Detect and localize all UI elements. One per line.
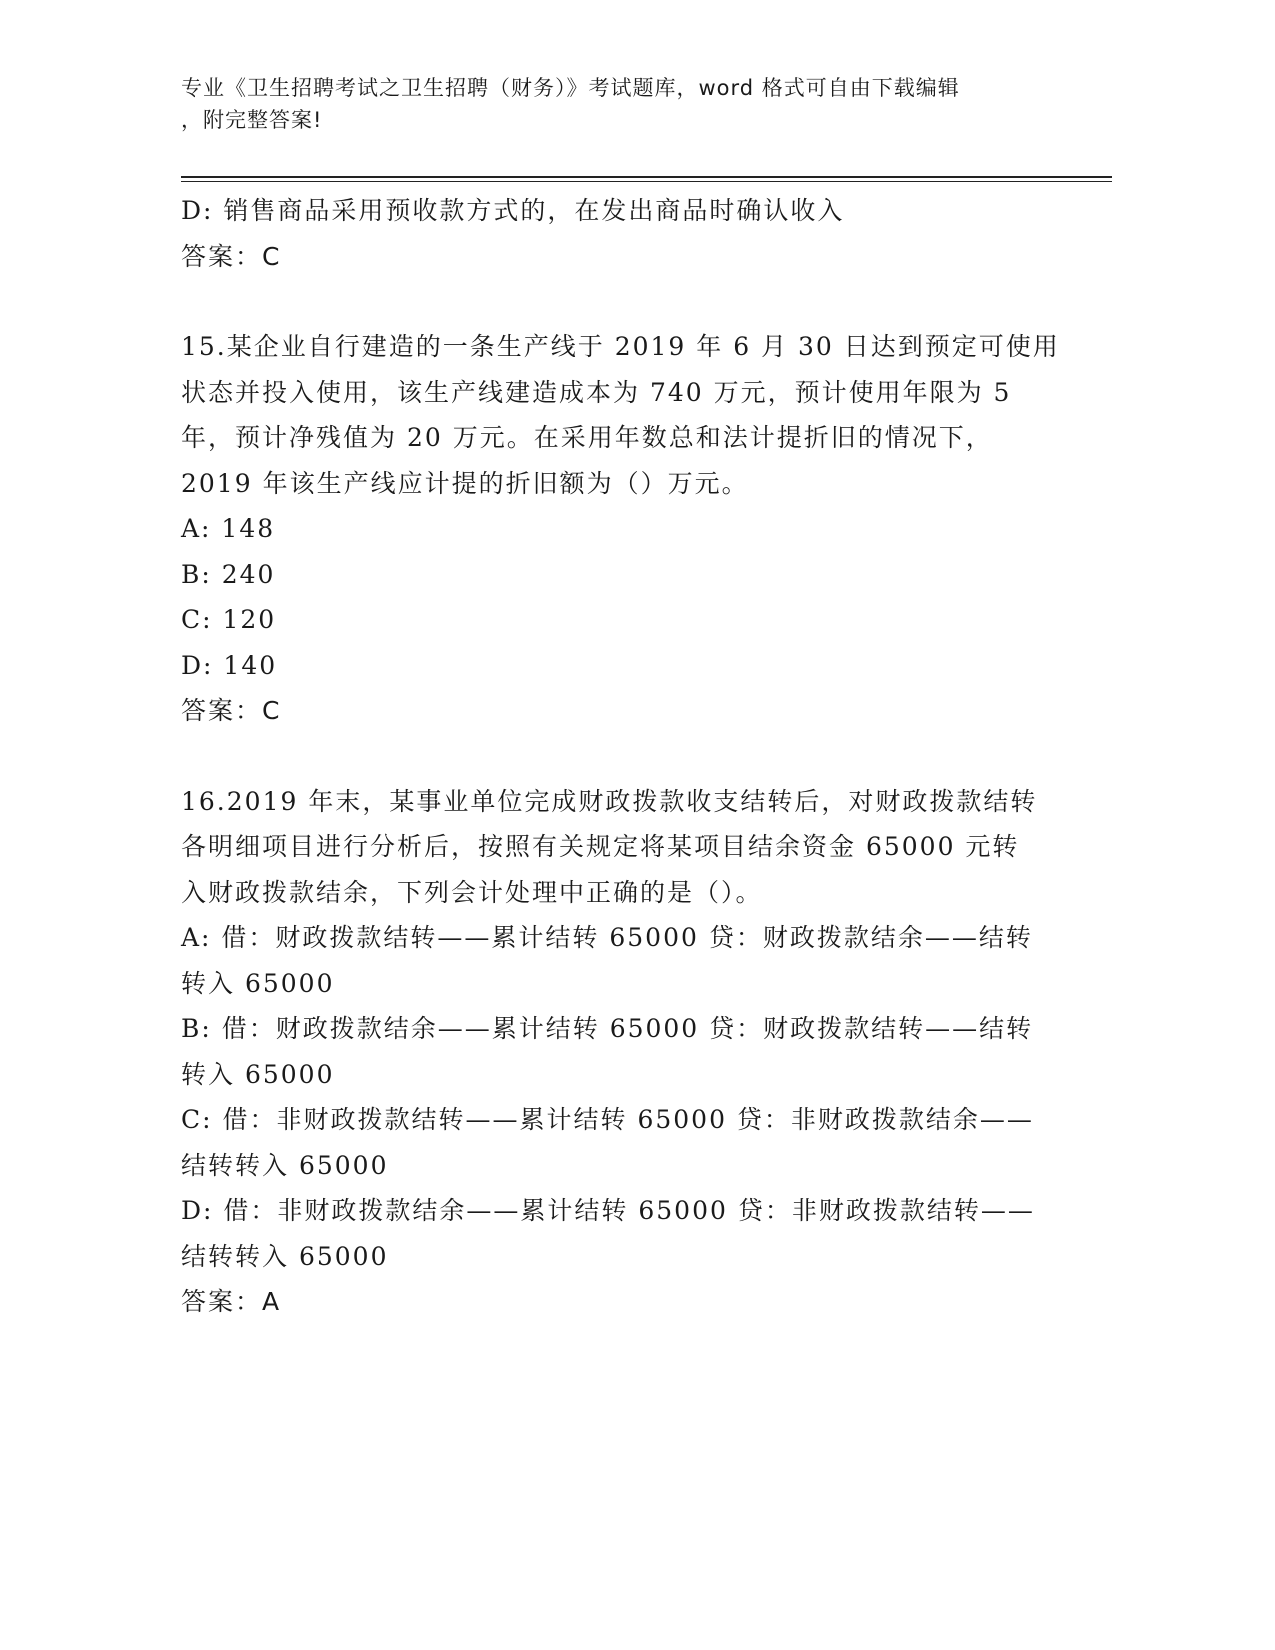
spacer bbox=[181, 734, 1081, 779]
q15-option-b: B: 240 bbox=[181, 559, 276, 589]
q16-option-a-cont: 转入 65000 bbox=[181, 968, 335, 998]
q15-stem-line: 年，预计净残值为 20 万元。在采用年数总和法计提折旧的情况下， bbox=[181, 423, 993, 452]
document-body bbox=[181, 188, 1081, 1325]
q16-stem-line: 入财政拨款结余，下列会计处理中正确的是（）。 bbox=[181, 877, 763, 907]
q15-stem-line: 15.某企业自行建造的一条生产线于 2019 年 6 月 30 日达到预定可使用 bbox=[181, 332, 1060, 361]
q15-option-d: D: 140 bbox=[181, 650, 278, 680]
q16-option-a: A: 借：财政拨款结转——累计结转 65000 贷：财政拨款结余——结转 bbox=[181, 923, 1033, 952]
q16-stem-line: 16.2019 年末，某事业单位完成财政拨款收支结转后，对财政拨款结转 bbox=[181, 786, 1038, 816]
header-line-1: 专业《卫生招聘考试之卫生招聘（财务）》考试题库，word 格式可自由下载编辑 bbox=[181, 76, 960, 100]
q15-option-a: A: 148 bbox=[181, 514, 276, 543]
header-rule-thin bbox=[181, 181, 1112, 182]
q16-option-b: B: 借：财政拨款结余——累计结转 65000 贷：财政拨款结转——结转 bbox=[181, 1014, 1034, 1043]
spacer bbox=[181, 279, 1081, 324]
header-rule-thick bbox=[181, 176, 1112, 178]
document-header bbox=[181, 72, 1061, 136]
q16-stem-line: 各明细项目进行分析后，按照有关规定将某项目结余资金 65000 元转 bbox=[181, 832, 1020, 861]
q15-stem-line: 2019 年该生产线应计提的折旧额为（）万元。 bbox=[181, 468, 749, 498]
q16-option-d: D: 借：非财政拨款结余——累计结转 65000 贷：非财政拨款结转—— bbox=[181, 1196, 1035, 1225]
q15-stem-line: 状态并投入使用，该生产线建造成本为 740 万元，预计使用年限为 5 bbox=[181, 377, 1012, 407]
q15-option-c: C: 120 bbox=[181, 605, 277, 634]
q16-answer: 答案：A bbox=[181, 1287, 282, 1316]
q16-option-d-cont: 结转转入 65000 bbox=[181, 1241, 389, 1271]
q16-option-c: C: 借：非财政拨款结转——累计结转 65000 贷：非财政拨款结余—— bbox=[181, 1105, 1034, 1134]
q15-answer: 答案：C bbox=[181, 696, 282, 725]
prev-answer: 答案：C bbox=[181, 241, 282, 271]
q16-option-b-cont: 转入 65000 bbox=[181, 1059, 335, 1089]
header-line-2: ，附完整答案! bbox=[181, 108, 323, 132]
prev-option-d: D: 销售商品采用预收款方式的，在发出商品时确认收入 bbox=[181, 196, 845, 225]
q16-option-c-cont: 结转转入 65000 bbox=[181, 1150, 389, 1180]
question-15 bbox=[181, 324, 1081, 734]
question-16 bbox=[181, 779, 1081, 1325]
